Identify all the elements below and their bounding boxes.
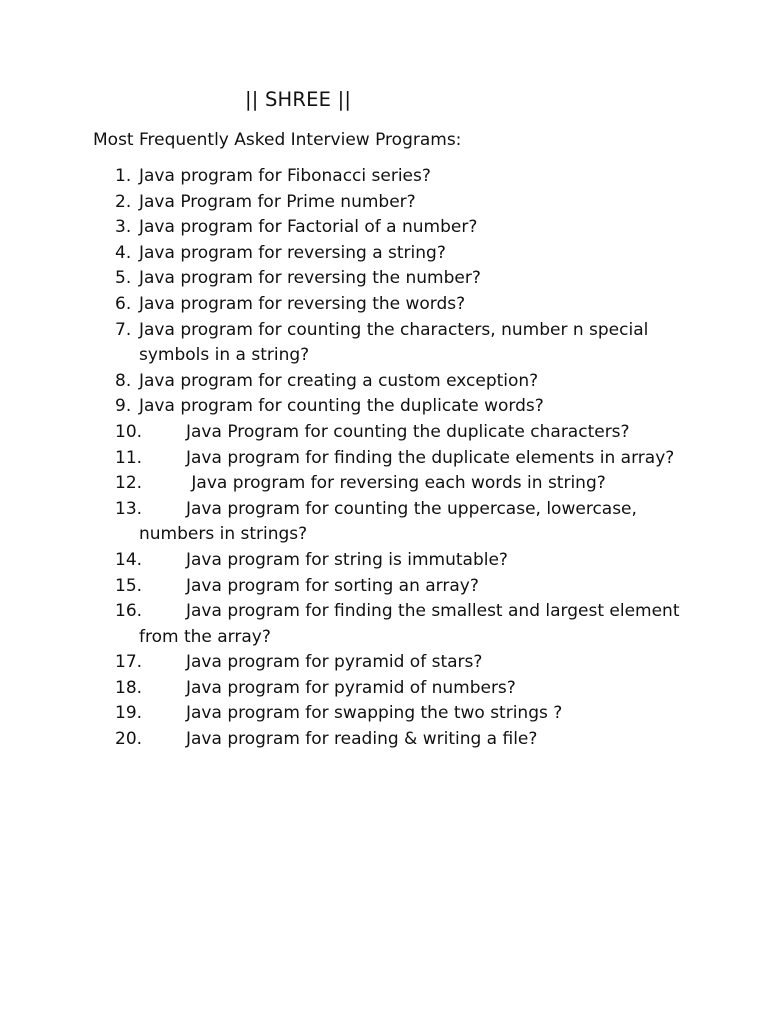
item-text: Java program for reversing the number? <box>139 268 481 289</box>
item-number: 14. <box>115 549 143 570</box>
item-number: 8. <box>115 370 132 391</box>
item-number: 7. <box>115 319 132 340</box>
item-text: Java program for counting the duplicate words? <box>139 396 544 417</box>
list-item <box>0 446 768 472</box>
list-item <box>0 292 768 318</box>
list-item <box>0 650 768 676</box>
item-text: Java program for pyramid of numbers? <box>186 677 516 698</box>
item-number: 20. <box>115 729 143 750</box>
list-item <box>0 471 768 497</box>
item-text: Java program for creating a custom exception? <box>139 370 539 391</box>
list-item <box>0 497 768 548</box>
item-number: 10. <box>115 421 143 442</box>
list-item <box>0 164 768 190</box>
item-number: 9. <box>115 396 132 417</box>
item-number: 6. <box>115 293 132 314</box>
list-item <box>0 394 768 420</box>
item-number: 12. <box>115 473 143 494</box>
list-item <box>0 701 768 727</box>
item-text: Java Program for Prime number? <box>139 191 416 212</box>
item-number: 18. <box>115 677 143 698</box>
item-text: Java program for reading & writing a file? <box>186 729 538 750</box>
item-continuation: from the array? <box>139 626 271 647</box>
list-item <box>0 599 768 650</box>
item-number: 1. <box>115 166 132 186</box>
list-item <box>0 574 768 600</box>
item-text: Java program for Fibonacci series? <box>139 166 431 186</box>
list-item <box>0 190 768 216</box>
item-number: 19. <box>115 703 143 724</box>
item-text: Java program for reversing each words in string? <box>186 473 606 494</box>
item-text: Java program for counting the uppercase, lowercase, <box>186 498 637 519</box>
item-text: Java program for sorting an array? <box>186 575 479 596</box>
list-item <box>0 727 768 753</box>
item-text: Java program for swapping the two strings ? <box>186 703 563 724</box>
item-number: 11. <box>115 447 143 468</box>
item-continuation: numbers in strings? <box>139 524 308 545</box>
item-text: Java program for counting the characters, number n special <box>139 319 649 340</box>
document-title: || SHREE || <box>245 88 352 111</box>
list-item <box>0 548 768 574</box>
list-item <box>0 241 768 267</box>
item-text: Java program for reversing the words? <box>139 293 466 314</box>
item-text: Java program for pyramid of stars? <box>186 652 483 673</box>
list-item <box>0 369 768 395</box>
list-item <box>0 266 768 292</box>
item-number: 13. <box>115 498 143 519</box>
item-number: 4. <box>115 242 132 263</box>
item-number: 5. <box>115 268 132 289</box>
program-list <box>0 164 768 753</box>
item-number: 2. <box>115 191 132 212</box>
item-text: Java program for finding the duplicate elements in array? <box>186 447 675 468</box>
document-heading: Most Frequently Asked Interview Programs: <box>93 130 462 150</box>
list-item <box>0 215 768 241</box>
item-number: 17. <box>115 652 143 673</box>
item-number: 16. <box>115 601 143 622</box>
list-item <box>0 420 768 446</box>
list-item <box>0 676 768 702</box>
item-text: Java program for finding the smallest and largest element <box>186 601 680 622</box>
item-text: Java Program for counting the duplicate characters? <box>186 421 630 442</box>
list-item <box>0 318 768 369</box>
item-number: 15. <box>115 575 143 596</box>
item-text: Java program for Factorial of a number? <box>139 217 478 238</box>
item-text: Java program for reversing a string? <box>139 242 446 263</box>
item-text: Java program for string is immutable? <box>186 549 508 570</box>
item-number: 3. <box>115 217 132 238</box>
item-continuation: symbols in a string? <box>139 345 310 366</box>
